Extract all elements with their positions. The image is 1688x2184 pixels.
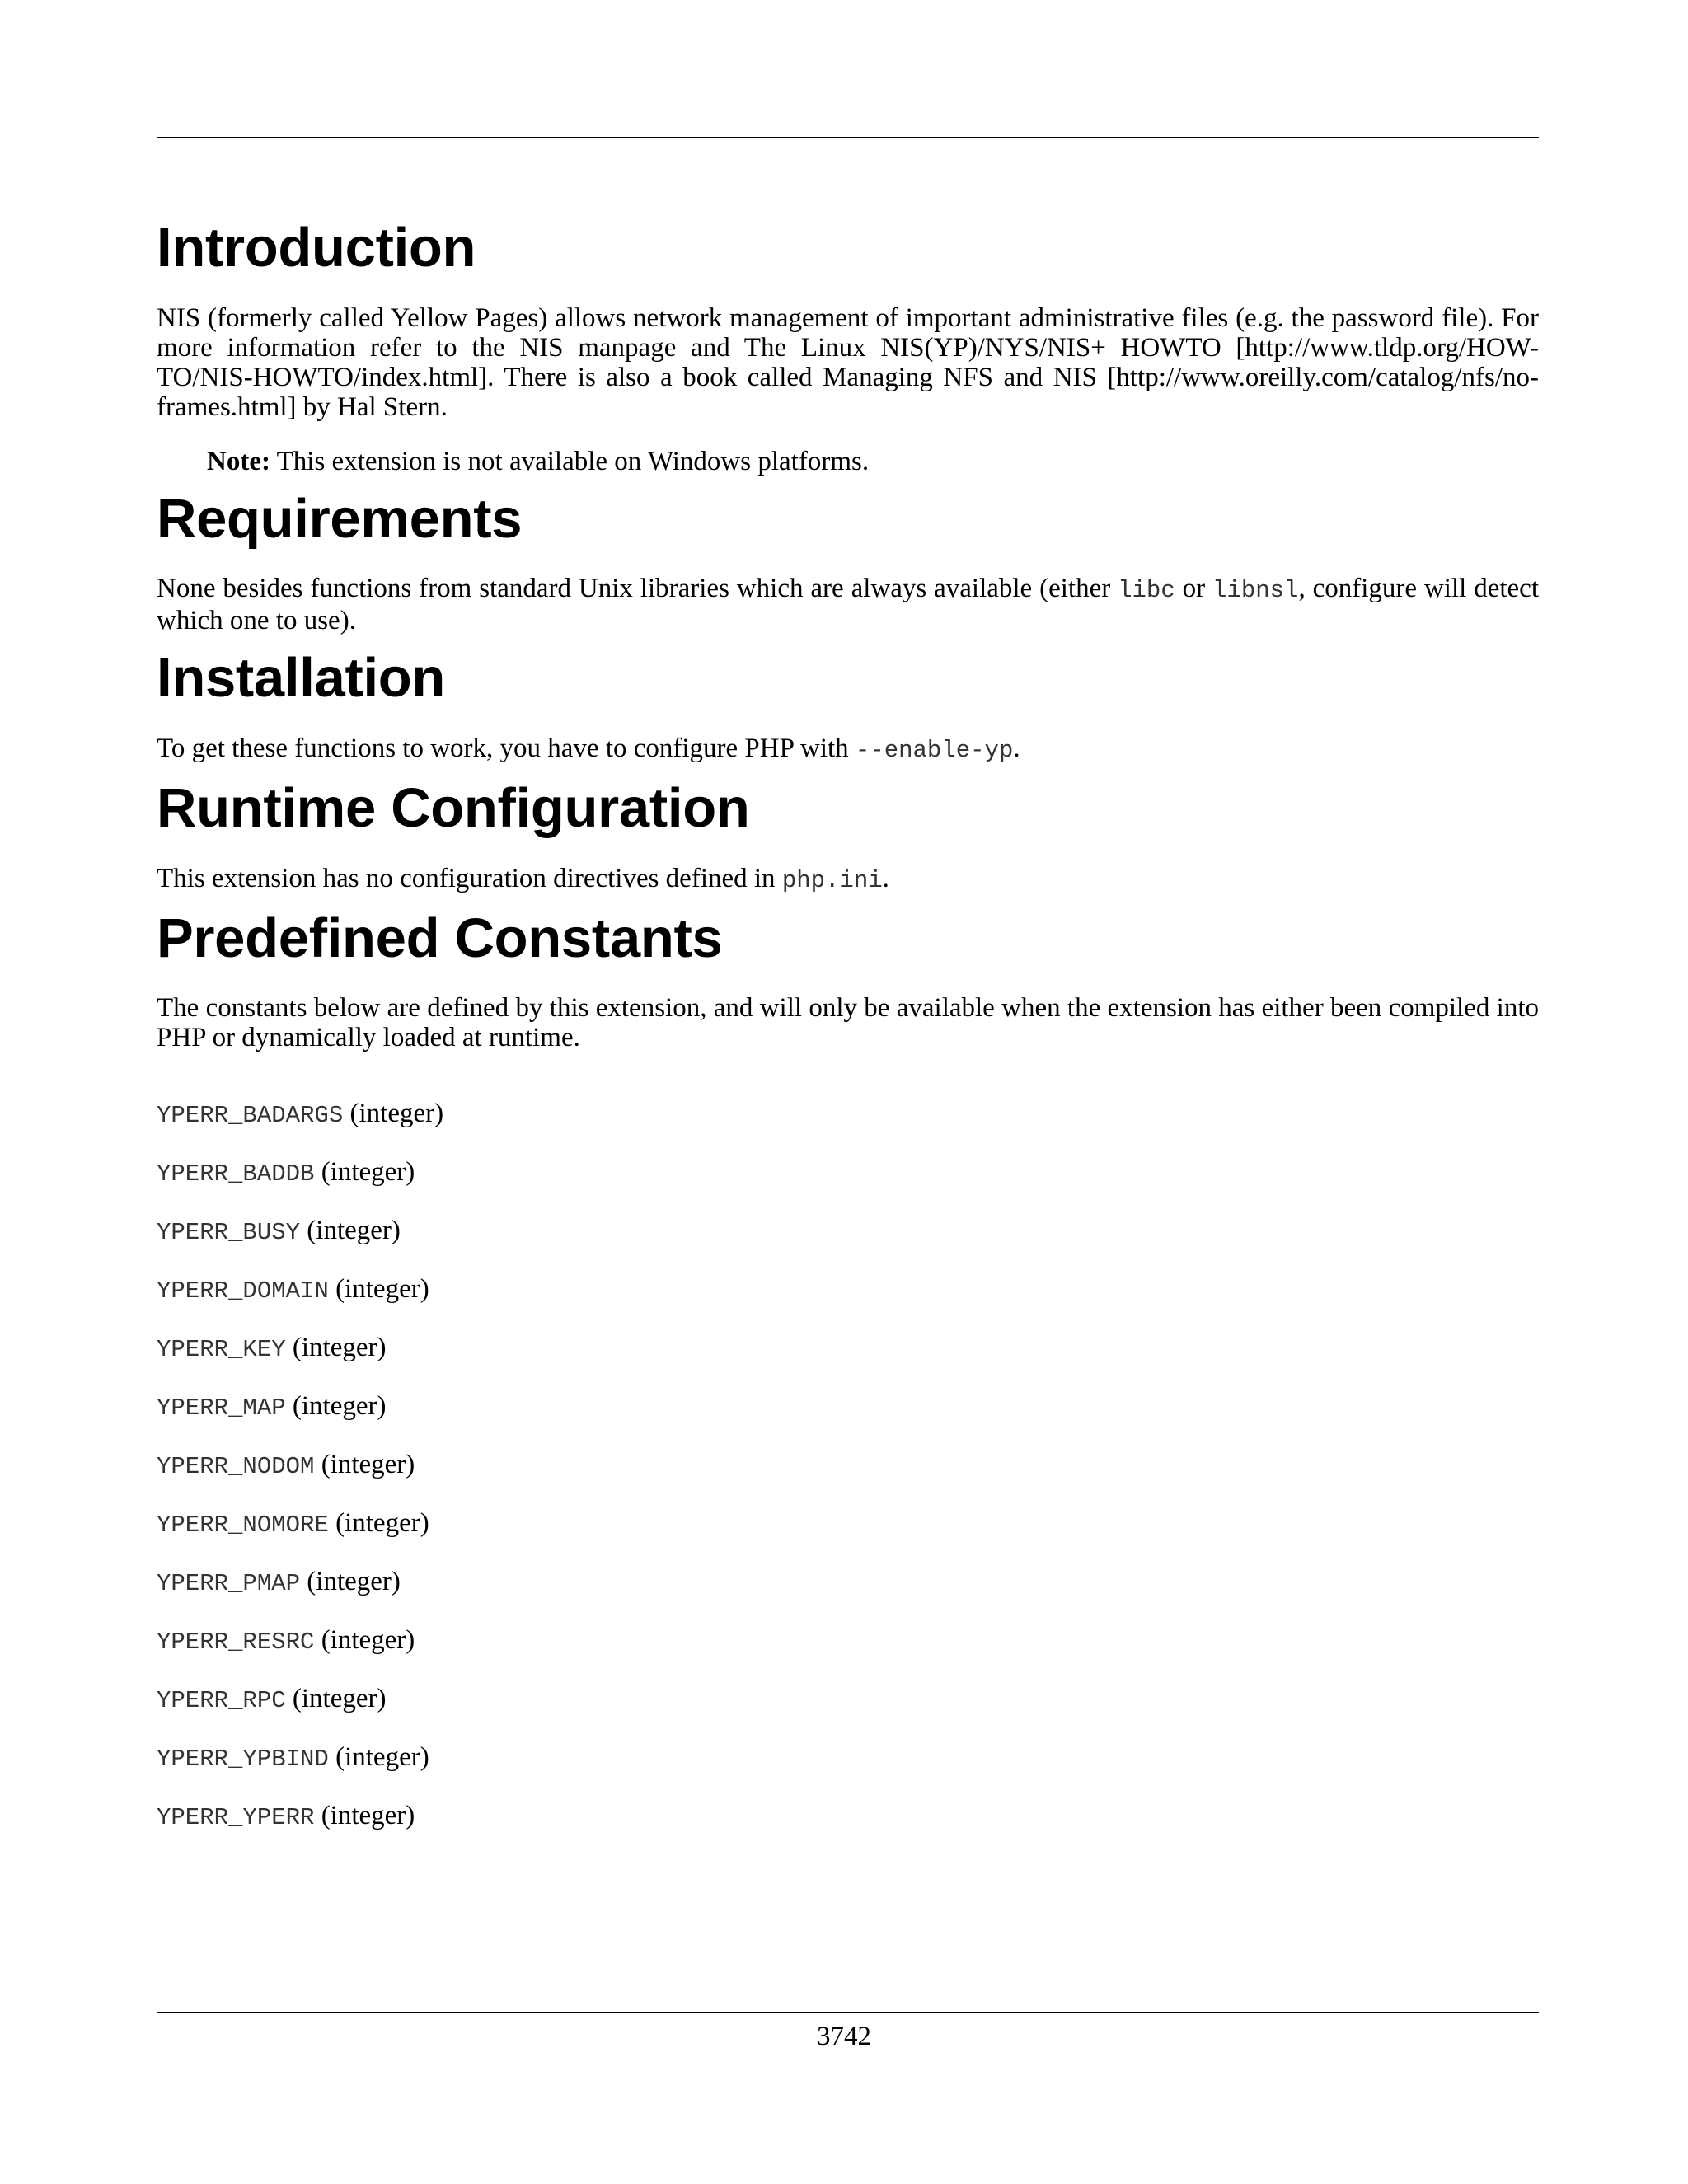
predefined-constants-heading: Predefined Constants bbox=[157, 907, 723, 969]
constant-type: (integer) bbox=[328, 1508, 429, 1539]
constant-type: (integer) bbox=[285, 1391, 387, 1422]
constant-type: (integer) bbox=[300, 1567, 401, 1597]
installation-text-2: . bbox=[1013, 733, 1020, 764]
header-rule bbox=[157, 137, 1539, 138]
predefined-constants-paragraph: The constants below are defined by this extension, and will only be available when the extension has either been compiled into PHP or dynamically loaded at runtime. bbox=[157, 993, 1539, 1053]
constant-item bbox=[157, 1508, 1539, 1567]
introduction-paragraph: NIS (formerly called Yellow Pages) allows network management of important administrative files (e.g. the password file). For more information refer to the NIS manpage and The Linux NIS(YP)/NYS/NIS+ HOWTO [http://www.tldp.org/HOW-TO/NIS-HOWTO/index.html]. There is also a book called Managing NFS and NIS [http://www.oreilly.com/catalog/nfs/no-frames.html] by Hal Stern. bbox=[157, 302, 1539, 422]
constant-item bbox=[157, 1333, 1539, 1391]
constant-type: (integer) bbox=[285, 1333, 387, 1363]
note-label: Note: bbox=[207, 446, 270, 476]
footer-rule bbox=[157, 2012, 1539, 2013]
constant-item bbox=[157, 1625, 1539, 1684]
constant-type: (integer) bbox=[314, 1625, 415, 1656]
runtime-text-1: This extension has no configuration directives defined in bbox=[157, 863, 782, 893]
constant-name: YPERR_KEY bbox=[157, 1336, 286, 1364]
constant-name: YPERR_DOMAIN bbox=[157, 1277, 329, 1305]
constant-item bbox=[157, 1391, 1539, 1450]
constant-name: YPERR_YPERR bbox=[157, 1804, 315, 1832]
requirements-text-2: or bbox=[1175, 574, 1213, 604]
introduction-heading: Introduction bbox=[157, 217, 476, 279]
requirements-paragraph bbox=[157, 574, 1539, 635]
constant-type: (integer) bbox=[328, 1742, 429, 1773]
runtime-configuration-paragraph bbox=[157, 864, 1539, 896]
code-php-ini: php.ini bbox=[781, 866, 883, 894]
constant-name: YPERR_YPBIND bbox=[157, 1746, 329, 1774]
installation-text-1: To get these functions to work, you have to configure PHP with bbox=[157, 733, 856, 764]
constants-list bbox=[157, 1099, 1539, 1859]
runtime-configuration-heading: Runtime Configuration bbox=[157, 777, 750, 840]
requirements-text-1: None besides functions from standard Unix libraries which are always available (either bbox=[157, 574, 1118, 604]
constant-name: YPERR_NODOM bbox=[157, 1453, 315, 1481]
code-libnsl: libnsl bbox=[1212, 577, 1299, 605]
constant-type: (integer) bbox=[328, 1274, 429, 1305]
constant-type: (integer) bbox=[314, 1450, 415, 1480]
constant-type: (integer) bbox=[314, 1801, 415, 1831]
constant-type: (integer) bbox=[300, 1216, 401, 1246]
installation-heading: Installation bbox=[157, 647, 446, 710]
constant-item bbox=[157, 1684, 1539, 1742]
runtime-text-2: . bbox=[882, 863, 889, 893]
constant-item bbox=[157, 1801, 1539, 1859]
requirements-text-3: , configure will detect which one to use). bbox=[157, 574, 1539, 636]
requirements-heading: Requirements bbox=[157, 487, 523, 550]
note-paragraph bbox=[207, 447, 1539, 476]
constant-name: YPERR_BUSY bbox=[157, 1219, 301, 1247]
constant-item bbox=[157, 1742, 1539, 1801]
constant-item bbox=[157, 1157, 1539, 1216]
code-enable-yp: --enable-yp bbox=[855, 737, 1014, 765]
constant-type: (integer) bbox=[314, 1157, 415, 1188]
installation-paragraph bbox=[157, 733, 1539, 766]
code-libc: libc bbox=[1118, 577, 1175, 605]
constant-item bbox=[157, 1099, 1539, 1157]
document-body bbox=[157, 198, 1539, 1859]
constant-name: YPERR_RESRC bbox=[157, 1629, 315, 1657]
constant-name: YPERR_MAP bbox=[157, 1394, 286, 1422]
constant-item bbox=[157, 1450, 1539, 1508]
constant-name: YPERR_PMAP bbox=[157, 1570, 301, 1598]
constant-name: YPERR_BADDB bbox=[157, 1160, 315, 1188]
constant-type: (integer) bbox=[343, 1099, 444, 1129]
constant-name: YPERR_NOMORE bbox=[157, 1511, 329, 1540]
constant-item bbox=[157, 1567, 1539, 1625]
constant-name: YPERR_RPC bbox=[157, 1687, 286, 1715]
constant-type: (integer) bbox=[285, 1684, 387, 1714]
constant-name: YPERR_BADARGS bbox=[157, 1102, 344, 1130]
note-text: This extension is not available on Windows platforms. bbox=[270, 446, 870, 476]
constant-item bbox=[157, 1216, 1539, 1274]
page-number: 3742 bbox=[817, 2022, 871, 2051]
constant-item bbox=[157, 1274, 1539, 1333]
